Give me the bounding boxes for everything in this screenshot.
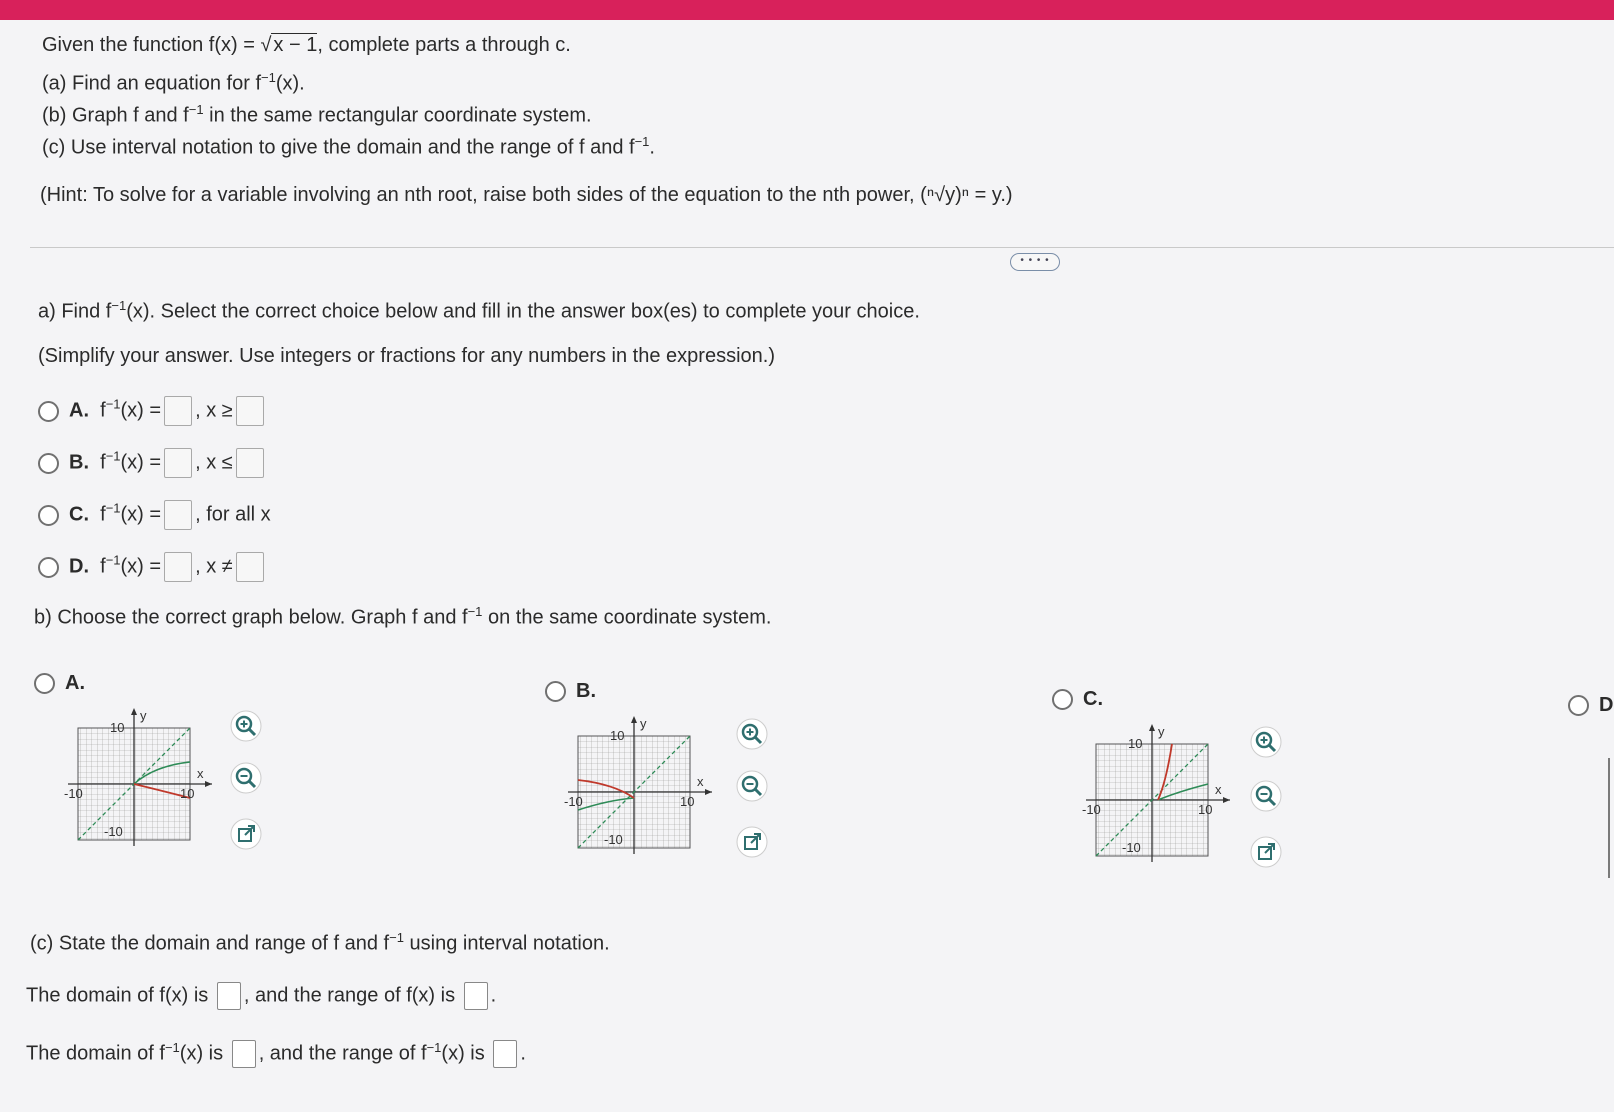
part-c-text: (c) Use interval notation to give the domain and the range of f and f [42,136,635,159]
domain-f-label: The domain of f(x) is [26,984,209,1007]
graph-d-panel-edge [1608,758,1610,878]
x-tick-10: 10 [180,786,195,801]
radio-graph-a[interactable] [34,673,55,694]
answer-box-a-expr[interactable] [164,396,192,426]
radio-graph-c[interactable] [1052,689,1073,710]
inverse-sup: −1 [105,500,121,516]
inverse-sup: −1 [467,604,483,619]
graph-c[interactable] [1082,722,1232,872]
x-tick-10: 10 [1198,802,1213,817]
x-axis-arrow [705,789,712,795]
y-axis-arrow [1149,724,1155,731]
part-c-prompt [30,930,610,956]
part-a-prompt-text: a) Find f [38,300,112,323]
x-axis-arrow [1223,797,1230,803]
part-a-instruction: (Simplify your answer. Use integers or fractions for any numbers in the expression.) [38,345,775,367]
zoom-out-icon[interactable] [736,770,768,802]
intro-text-end: , complete parts a through c. [317,34,571,56]
x-axis-label: x [197,766,204,781]
option-cond: , x ≤ [195,451,233,474]
inverse-sup: −1 [188,102,204,117]
x-axis-label: x [1215,782,1222,797]
part-a-end: (x). [275,72,305,95]
range-finv-input[interactable] [493,1040,517,1068]
option-eq: (x) = [120,503,162,526]
domain-range-finv-row: The domain of $f^{-1}(x)$ is , and the range of $f^{-1}(x)$ is . [26,1040,526,1068]
hint-expression: (ⁿ√y)ⁿ = y.) [920,184,1013,206]
y-tick-10: 10 [610,728,625,743]
x-tick-10: 10 [680,794,695,809]
y-axis-label: y [1158,724,1165,739]
y-axis-label: y [140,708,147,723]
part-b-text: (b) Graph f and f [42,104,189,127]
part-b-end: in the same rectangular coordinate system. [203,104,592,127]
x-axis-label: x [697,774,704,789]
question-part-b [42,102,592,128]
option-a-row[interactable] [38,396,267,426]
inverse-sup: −1 [426,1040,442,1055]
answer-box-d-expr[interactable] [164,552,192,582]
domain-range-f-row: The domain of f(x) is , and the range of f(x) is . [26,982,496,1010]
part-c-prompt-text: (c) State the domain and range of f and f [30,932,390,955]
graph-option-b-label[interactable] [545,680,596,703]
option-c-row[interactable] [38,500,271,530]
question-intro [42,34,571,57]
inverse-sup: −1 [105,448,121,464]
y-tick-neg10: -10 [104,824,123,839]
part-c-prompt-end: using interval notation. [403,932,610,955]
option-fn: f [100,503,106,526]
open-external-icon[interactable] [736,826,768,858]
y-axis-label: y [640,716,647,731]
option-cond: , x ≥ [195,399,233,422]
radio-option-b[interactable] [38,453,59,474]
inverse-sup: −1 [389,930,404,945]
part-b-prompt [34,604,771,630]
graph-b[interactable] [564,714,714,864]
part-b-prompt-text: b) Choose the correct graph below. Graph f and f [34,606,468,629]
option-cond: , for all x [195,503,271,526]
part-b-prompt-end: on the same coordinate system. [482,606,772,629]
hint-body: (Hint: To solve for a variable involving an nth root, raise both sides of the equation to the nth power, [40,184,921,206]
graph-option-letter: C. [1083,688,1103,710]
graph-option-letter: A. [65,672,85,694]
graph-a[interactable] [64,706,214,856]
answer-box-c-expr[interactable] [164,500,192,530]
section-divider [30,247,1614,248]
answer-box-b-expr[interactable] [164,448,192,478]
radio-graph-b[interactable] [545,681,566,702]
domain-finv-input[interactable] [232,1040,256,1068]
question-part-a [42,70,305,96]
graph-option-d-label[interactable] [1568,694,1613,717]
graph-option-a-label[interactable] [34,672,85,695]
zoom-in-icon[interactable] [230,710,262,742]
inverse-sup: −1 [105,552,121,568]
radicand: x − 1 [273,34,318,56]
y-axis-arrow [631,716,637,723]
zoom-in-icon[interactable] [736,718,768,750]
open-external-icon[interactable] [230,818,262,850]
zoom-out-icon[interactable] [230,762,262,794]
y-tick-neg10: -10 [1122,840,1141,855]
more-button[interactable]: • • • • [1010,253,1060,271]
answer-box-d-value[interactable] [236,552,264,582]
domain-finv-label: The domain of f [26,1042,165,1065]
sqrt-symbol: √ [260,34,272,56]
range-f-label: , and the range of f(x) is [243,984,456,1007]
y-tick-10: 10 [1128,736,1143,751]
inverse-sup: −1 [634,134,650,149]
answer-box-a-value[interactable] [236,396,264,426]
option-letter: C. [69,503,89,526]
range-finv-label: , and the range of f [258,1042,427,1065]
inverse-sup: −1 [164,1040,180,1055]
option-eq: (x) = [120,451,162,474]
answer-box-b-value[interactable] [236,448,264,478]
inverse-sup: −1 [261,70,276,85]
option-letter: D. [69,555,89,578]
part-c-end: . [649,136,655,159]
radio-option-d[interactable] [38,557,59,578]
option-fn: f [100,399,106,422]
part-a-text: (a) Find an equation for f [42,72,262,95]
graph-option-letter: B. [576,680,596,702]
radio-option-a[interactable] [38,401,59,422]
zoom-in-icon[interactable] [1250,726,1282,758]
range-finv-label-end: (x) is [441,1042,485,1065]
intro-text: Given the function f(x) = [42,34,261,56]
question-part-c [42,134,655,160]
top-accent-bar [0,0,1614,20]
option-d-row[interactable] [38,552,267,582]
domain-finv-label-end: (x) is [179,1042,224,1065]
part-a-prompt-end: (x). Select the correct choice below and fill in the answer box(es) to complete your choice. [126,300,920,323]
zoom-out-icon[interactable] [1250,780,1282,812]
option-fn: f [100,451,106,474]
y-tick-10: 10 [110,720,125,735]
hint-text [40,184,1013,207]
option-cond: , x ≠ [195,555,233,578]
option-letter: A. [69,399,89,422]
inverse-sup: −1 [111,298,127,313]
graph-option-c-label[interactable] [1052,688,1103,711]
option-b-row[interactable] [38,448,267,478]
open-external-icon[interactable] [1250,836,1282,868]
range-f-input[interactable] [464,982,488,1010]
radio-graph-d[interactable] [1568,695,1589,716]
option-letter: B. [69,451,89,474]
option-eq: (x) = [120,555,162,578]
option-eq: (x) = [120,399,162,422]
x-axis-arrow [205,781,212,787]
part-a-prompt [38,298,920,324]
y-axis-arrow [131,708,137,715]
x-tick-neg10: -10 [64,786,83,801]
x-tick-neg10: -10 [1082,802,1101,817]
option-fn: f [100,555,106,578]
y-tick-neg10: -10 [604,832,623,847]
graph-option-letter: D [1599,694,1614,716]
radio-option-c[interactable] [38,505,59,526]
x-tick-neg10: -10 [564,794,583,809]
domain-f-input[interactable] [217,982,241,1010]
inverse-sup: −1 [105,396,121,412]
